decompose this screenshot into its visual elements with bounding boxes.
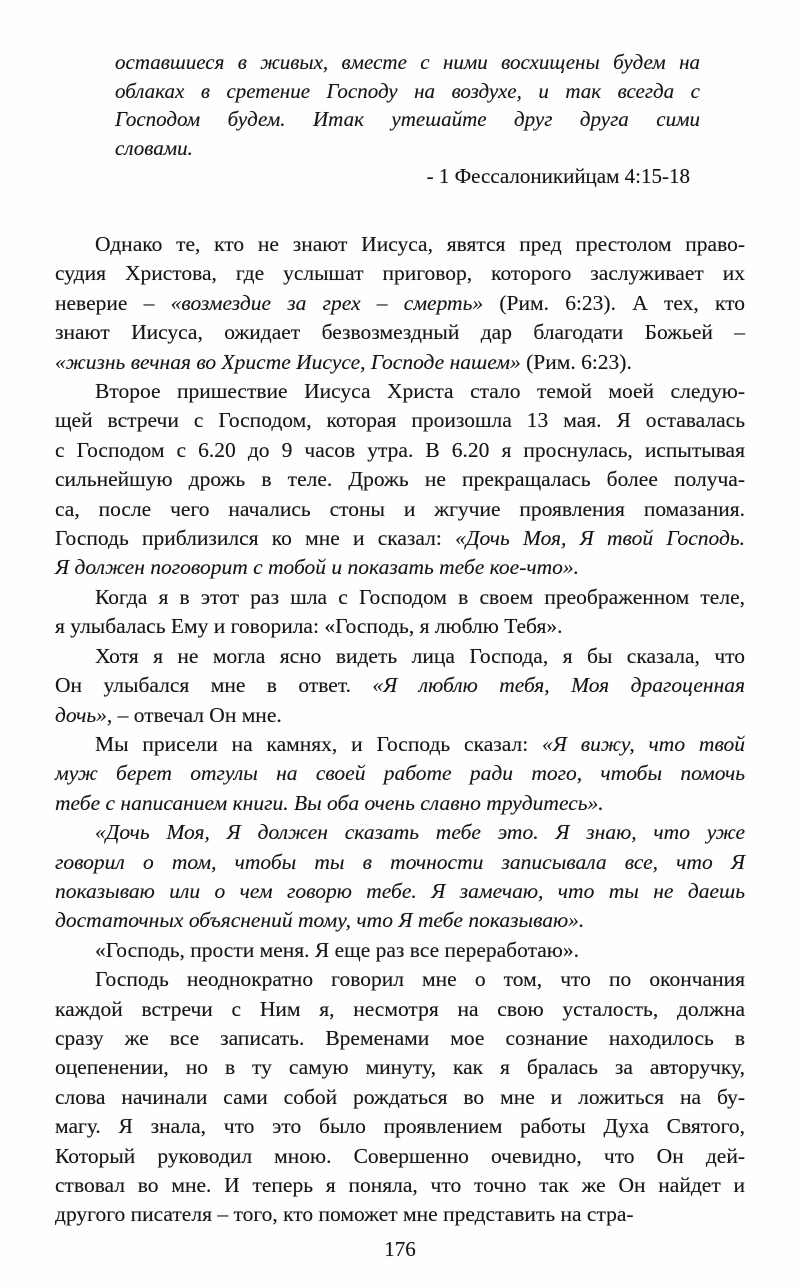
text-line: [55, 377, 745, 406]
text-run: другого писателя – того, кто поможет мне представить на стра-: [55, 1202, 634, 1227]
quote-line: Господом будем. Итак утешайте друг друга сими: [115, 107, 700, 131]
quote-line: словами.: [115, 135, 193, 160]
text-run: «Дочь Моя, Я должен сказать тебе это. Я знаю, что уже: [95, 820, 745, 845]
text-line: [55, 1142, 745, 1171]
text-line: [55, 1171, 745, 1200]
scripture-quote: [115, 48, 700, 162]
text-line: [55, 348, 745, 377]
text-run: каждой встречи с Ним я, несмотря на свою усталость, должна: [55, 996, 745, 1021]
text-line: [55, 1053, 745, 1082]
text-run: судия Христова, где услышат приговор, которого заслуживает их: [55, 261, 745, 286]
text-line: [55, 730, 745, 759]
text-line: [55, 1024, 745, 1053]
text-line: [55, 936, 745, 965]
text-run: Который руководил мною. Совершенно очевидно, что Он дей-: [55, 1143, 745, 1168]
text-run: са, после чего начались стоны и жгучие проявления помазания.: [55, 496, 745, 521]
text-run: достаточных объяснений тому, что Я тебе показываю».: [55, 908, 585, 933]
text-line: [55, 906, 745, 935]
text-line: [55, 406, 745, 435]
text-run: тебе с написанием книги. Вы оба очень славно трудитесь».: [55, 790, 604, 815]
text-run: «Я вижу, что твой: [542, 731, 745, 756]
text-run: Однако те, кто не знают Иисуса, явятся пред престолом право-: [95, 232, 745, 256]
text-run: магу. Я знала, что это было проявлением работы Духа Святого,: [55, 1114, 745, 1139]
text-run: говорил о том, чтобы ты в точности записывала все, что Я: [55, 849, 745, 874]
text-line: [55, 230, 745, 259]
text-line: [55, 289, 745, 318]
text-line: [55, 759, 745, 788]
text-run: показываю или о чем говорю тебе. Я замечаю, что ты не даешь: [55, 878, 745, 903]
text-run: ствовал во мне. И теперь я поняла, что точно так же Он найдет и: [55, 1173, 745, 1197]
text-line: [55, 642, 745, 671]
text-run: дочь»: [55, 702, 107, 727]
text-line: [55, 995, 745, 1024]
text-run: (Рим. 6:23).: [520, 349, 632, 374]
body-text: [55, 230, 745, 1230]
text-run: Он улыбался мне в ответ.: [55, 673, 373, 698]
text-run: оцепенении, но в ту самую минуту, как я бралась за авторучку,: [55, 1055, 745, 1080]
text-line: [55, 436, 745, 465]
text-line: [55, 318, 745, 347]
text-line: [55, 818, 745, 847]
quote-line: облаках в сретение Господу на воздухе, и так всегда с: [115, 78, 700, 103]
text-run: знают Иисуса, ожидает безвозмездный дар благодати Божьей –: [55, 320, 745, 345]
text-line: [55, 1200, 745, 1229]
text-line: [55, 877, 745, 906]
text-run: «Дочь Моя, Я твой Господь.: [455, 526, 745, 551]
text-line: [55, 524, 745, 553]
text-line: [55, 701, 745, 730]
text-run: я улыбалась Ему и говорила: «Господь, я люблю Тебя».: [55, 614, 563, 639]
text-run: , – отвечал Он мне.: [106, 702, 282, 727]
text-run: Второе пришествие Иисуса Христа стало темой моей следую-: [95, 379, 745, 404]
text-run: «возмездие за грех – смерть»: [170, 290, 484, 315]
text-line: [55, 671, 745, 700]
text-run: слова начинали сами собой рождаться во мне и ложиться на бу-: [55, 1084, 745, 1109]
quote-lines: [115, 48, 700, 162]
text-line: [55, 789, 745, 818]
text-line: [55, 848, 745, 877]
quote-attribution: - 1 Фессалоникийцам 4:15-18: [426, 164, 690, 188]
text-line: [55, 1112, 745, 1141]
quote-line: оставшиеся в живых, вместе с ними восхищены будем на: [115, 50, 700, 74]
text-run: щей встречи с Господом, которая произошла 13 мая. Я оставалась: [55, 408, 745, 433]
text-line: [55, 612, 745, 641]
text-run: Господь приблизился ко мне и сказал:: [55, 526, 456, 551]
text-run: Господь неоднократно говорил мне о том, что по окончания: [95, 967, 745, 992]
text-run: муж берет отгулы на своей работе ради того, чтобы помочь: [55, 761, 745, 786]
text-run: (Рим. 6:23). А тех, кто: [483, 290, 745, 315]
text-run: сильнейшую дрожь в теле. Дрожь не прекращалась более получа-: [55, 467, 745, 492]
text-run: Хотя я не могла ясно видеть лица Господа, я бы сказала, что: [95, 643, 745, 668]
text-line: [55, 465, 745, 494]
text-run: «Господь, прости меня. Я еще раз все переработаю».: [95, 937, 579, 962]
text-line: [55, 583, 745, 612]
text-line: [55, 259, 745, 288]
text-line: [55, 495, 745, 524]
text-run: Мы присели на камнях, и Господь сказал:: [95, 731, 543, 756]
page-number: 176: [384, 1237, 416, 1261]
text-run: «жизнь вечная во Христе Иисусе, Господе нашем»: [55, 349, 521, 374]
text-run: неверие –: [55, 290, 171, 315]
text-line: [55, 553, 745, 582]
text-run: сразу же все записать. Временами мое сознание находилось в: [55, 1025, 745, 1050]
text-run: с Господом с 6.20 до 9 часов утра. В 6.20 я проснулась, испытывая: [55, 437, 745, 462]
text-line: [55, 1083, 745, 1112]
text-line: [55, 965, 745, 994]
text-run: «Я люблю тебя, Моя драгоценная: [372, 673, 746, 698]
text-run: Когда я в этот раз шла с Господом в своем преображенном теле,: [95, 584, 745, 609]
text-run: Я должен поговорит с тобой и показать тебе кое-что».: [55, 555, 580, 580]
